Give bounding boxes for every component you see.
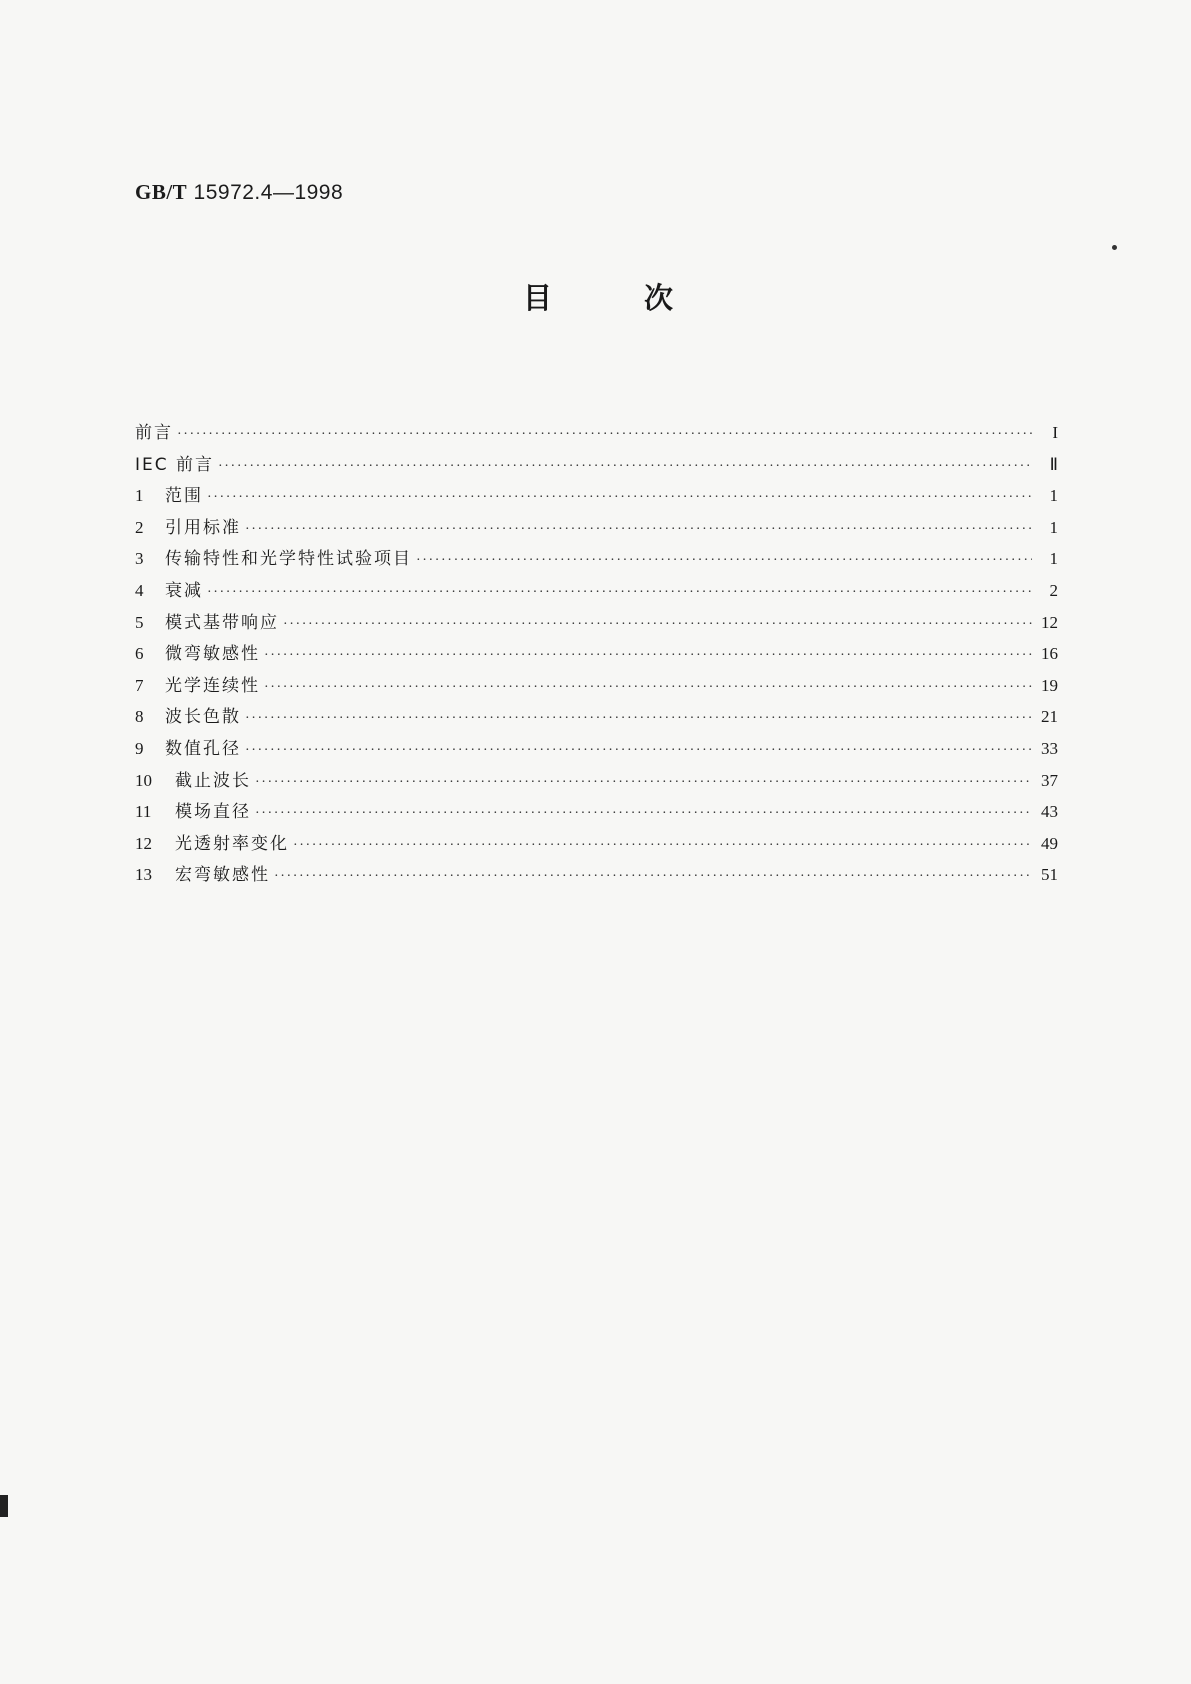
toc-entry-label: 引用标准 (165, 517, 241, 538)
toc-entry[interactable] (135, 481, 1058, 513)
toc-leader-dots (207, 585, 1032, 601)
toc-entry[interactable] (135, 576, 1058, 608)
toc-leader-dots (255, 806, 1032, 822)
toc-entry-page-number: 21 (1041, 707, 1058, 727)
table-of-contents (135, 418, 1058, 892)
toc-leader-dots (245, 522, 1032, 538)
toc-entry-number: 4 (135, 580, 144, 600)
standard-prefix: GB/T (135, 180, 188, 204)
toc-leader-dots (416, 553, 1032, 569)
toc-entry-page-number: 19 (1041, 675, 1058, 695)
toc-leader-dots (264, 648, 1032, 664)
toc-entry-label: 光学连续性 (165, 675, 260, 696)
toc-entry-number: 5 (135, 612, 144, 632)
toc-entry-number: 13 (135, 865, 152, 885)
toc-entry-number: 11 (135, 802, 152, 822)
toc-entry-label: 传输特性和光学特性试验项目 (165, 549, 412, 570)
toc-leader-dots (255, 775, 1032, 791)
toc-entry-label: 波长色散 (165, 707, 241, 728)
toc-entry[interactable] (135, 734, 1058, 766)
toc-entry-label: 前言 (135, 423, 173, 443)
toc-entry-page-number: 12 (1041, 612, 1058, 632)
toc-entry-label: IEC 前言 (135, 454, 215, 475)
scan-edge-mark (0, 1495, 8, 1517)
toc-entry[interactable] (135, 418, 1058, 450)
toc-entry-page-number: 1 (1049, 517, 1058, 537)
toc-entry-number: 10 (135, 770, 152, 790)
toc-entry[interactable] (135, 829, 1058, 861)
toc-entry-number: 2 (135, 517, 144, 537)
toc-leader-dots (245, 743, 1032, 759)
toc-entry-number: 1 (135, 486, 144, 506)
standard-number: 15972.4—1998 (193, 181, 344, 204)
toc-entry-page-number: Ⅱ (1049, 454, 1058, 474)
toc-entry-page-number: 1 (1049, 549, 1058, 569)
toc-entry-page-number: 37 (1041, 770, 1058, 790)
toc-entry[interactable] (135, 860, 1058, 892)
toc-entry-page-number: 1 (1049, 486, 1058, 506)
title-char-2: 次 (643, 281, 673, 315)
toc-entry[interactable] (135, 766, 1058, 798)
toc-leader-dots (207, 490, 1032, 506)
toc-entry-label: 衰减 (165, 580, 203, 601)
toc-entry-number: 3 (135, 549, 144, 569)
toc-entry[interactable] (135, 608, 1058, 640)
toc-entry-number: 12 (135, 833, 152, 853)
toc-entry-number: 6 (135, 644, 144, 664)
toc-entry-label: 模式基带响应 (165, 612, 279, 633)
standard-code (135, 180, 343, 205)
toc-entry-label: 数值孔径 (165, 738, 241, 759)
toc-leader-dots (283, 617, 1032, 633)
toc-entry-page-number: 16 (1041, 644, 1058, 664)
toc-entry-label: 光透射率变化 (175, 833, 289, 854)
toc-entry[interactable] (135, 639, 1058, 671)
toc-leader-dots (177, 427, 1032, 443)
toc-entry-number: 8 (135, 707, 144, 727)
toc-entry-page-number: I (1052, 423, 1058, 442)
toc-entry[interactable] (135, 671, 1058, 703)
toc-leader-dots (218, 459, 1032, 475)
toc-entry-number: 9 (135, 738, 144, 758)
toc-entry-page-number: 49 (1041, 833, 1058, 853)
toc-entry-page-number: 43 (1041, 802, 1058, 822)
toc-entry-label: 模场直径 (175, 802, 251, 823)
toc-entry[interactable] (135, 513, 1058, 545)
toc-entry-page-number: 51 (1041, 865, 1058, 885)
toc-entry-label: 范围 (165, 486, 203, 507)
toc-entry[interactable] (135, 797, 1058, 829)
toc-entry-label: 截止波长 (175, 770, 251, 791)
toc-entry-page-number: 33 (1041, 738, 1058, 758)
toc-entry-label: 宏弯敏感性 (175, 865, 270, 886)
toc-entry-label: 微弯敏感性 (165, 644, 260, 665)
page-title (523, 276, 673, 317)
toc-entry-page-number: 2 (1049, 580, 1058, 600)
toc-leader-dots (245, 711, 1032, 727)
toc-entry-number: 7 (135, 675, 144, 695)
toc-leader-dots (293, 838, 1032, 854)
toc-entry[interactable] (135, 450, 1058, 482)
toc-leader-dots (264, 680, 1032, 696)
toc-entry[interactable] (135, 544, 1058, 576)
scan-speck (1112, 245, 1117, 250)
toc-leader-dots (274, 869, 1032, 885)
title-char-1: 目 (523, 281, 553, 315)
toc-entry[interactable] (135, 702, 1058, 734)
